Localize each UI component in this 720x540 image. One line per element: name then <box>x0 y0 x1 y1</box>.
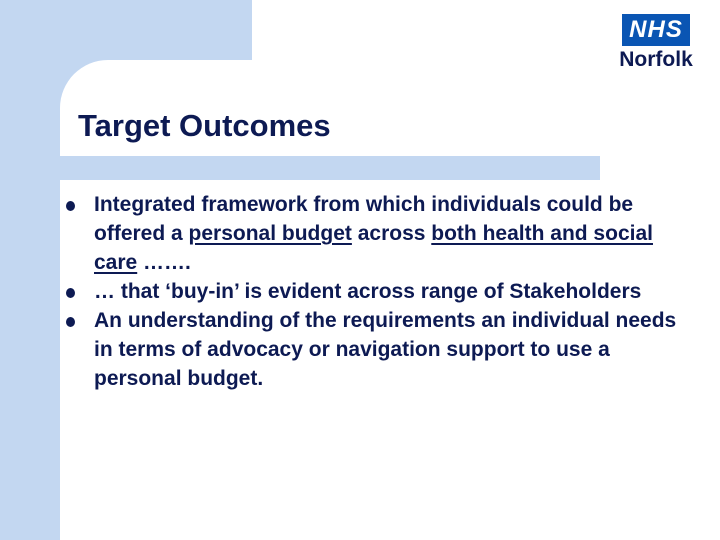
bullet-text: … that ‘buy-in’ is evident across range of Stakeholders <box>94 280 642 303</box>
logo-region-text: Norfolk <box>619 48 693 71</box>
bullet-text: across <box>351 222 432 245</box>
nhs-logo-badge: NHS <box>622 14 690 46</box>
slide-title: Target Outcomes <box>78 108 331 143</box>
bullet-text: ……. <box>137 251 191 274</box>
bullet-text-underlined: personal budget <box>188 222 352 245</box>
bullet-text-underlined: both health and social care <box>94 222 653 274</box>
bullet-dot-icon <box>66 288 75 298</box>
left-accent-panel <box>0 0 60 540</box>
bullet-item <box>60 277 700 306</box>
bullet-dot-icon <box>66 201 75 211</box>
bullet-dot-icon <box>66 317 75 327</box>
title-underline-bar <box>60 156 600 180</box>
bullet-list <box>60 190 700 393</box>
bullet-text: An understanding of the requirements an individual needs in terms of advocacy or navigation support to use a personal budget. <box>94 309 677 390</box>
bullet-item <box>60 306 700 393</box>
bullet-item <box>60 190 700 277</box>
nhs-norfolk-logo <box>610 14 702 73</box>
bullet-text: Integrated framework from which individuals could be offered a <box>94 193 634 245</box>
